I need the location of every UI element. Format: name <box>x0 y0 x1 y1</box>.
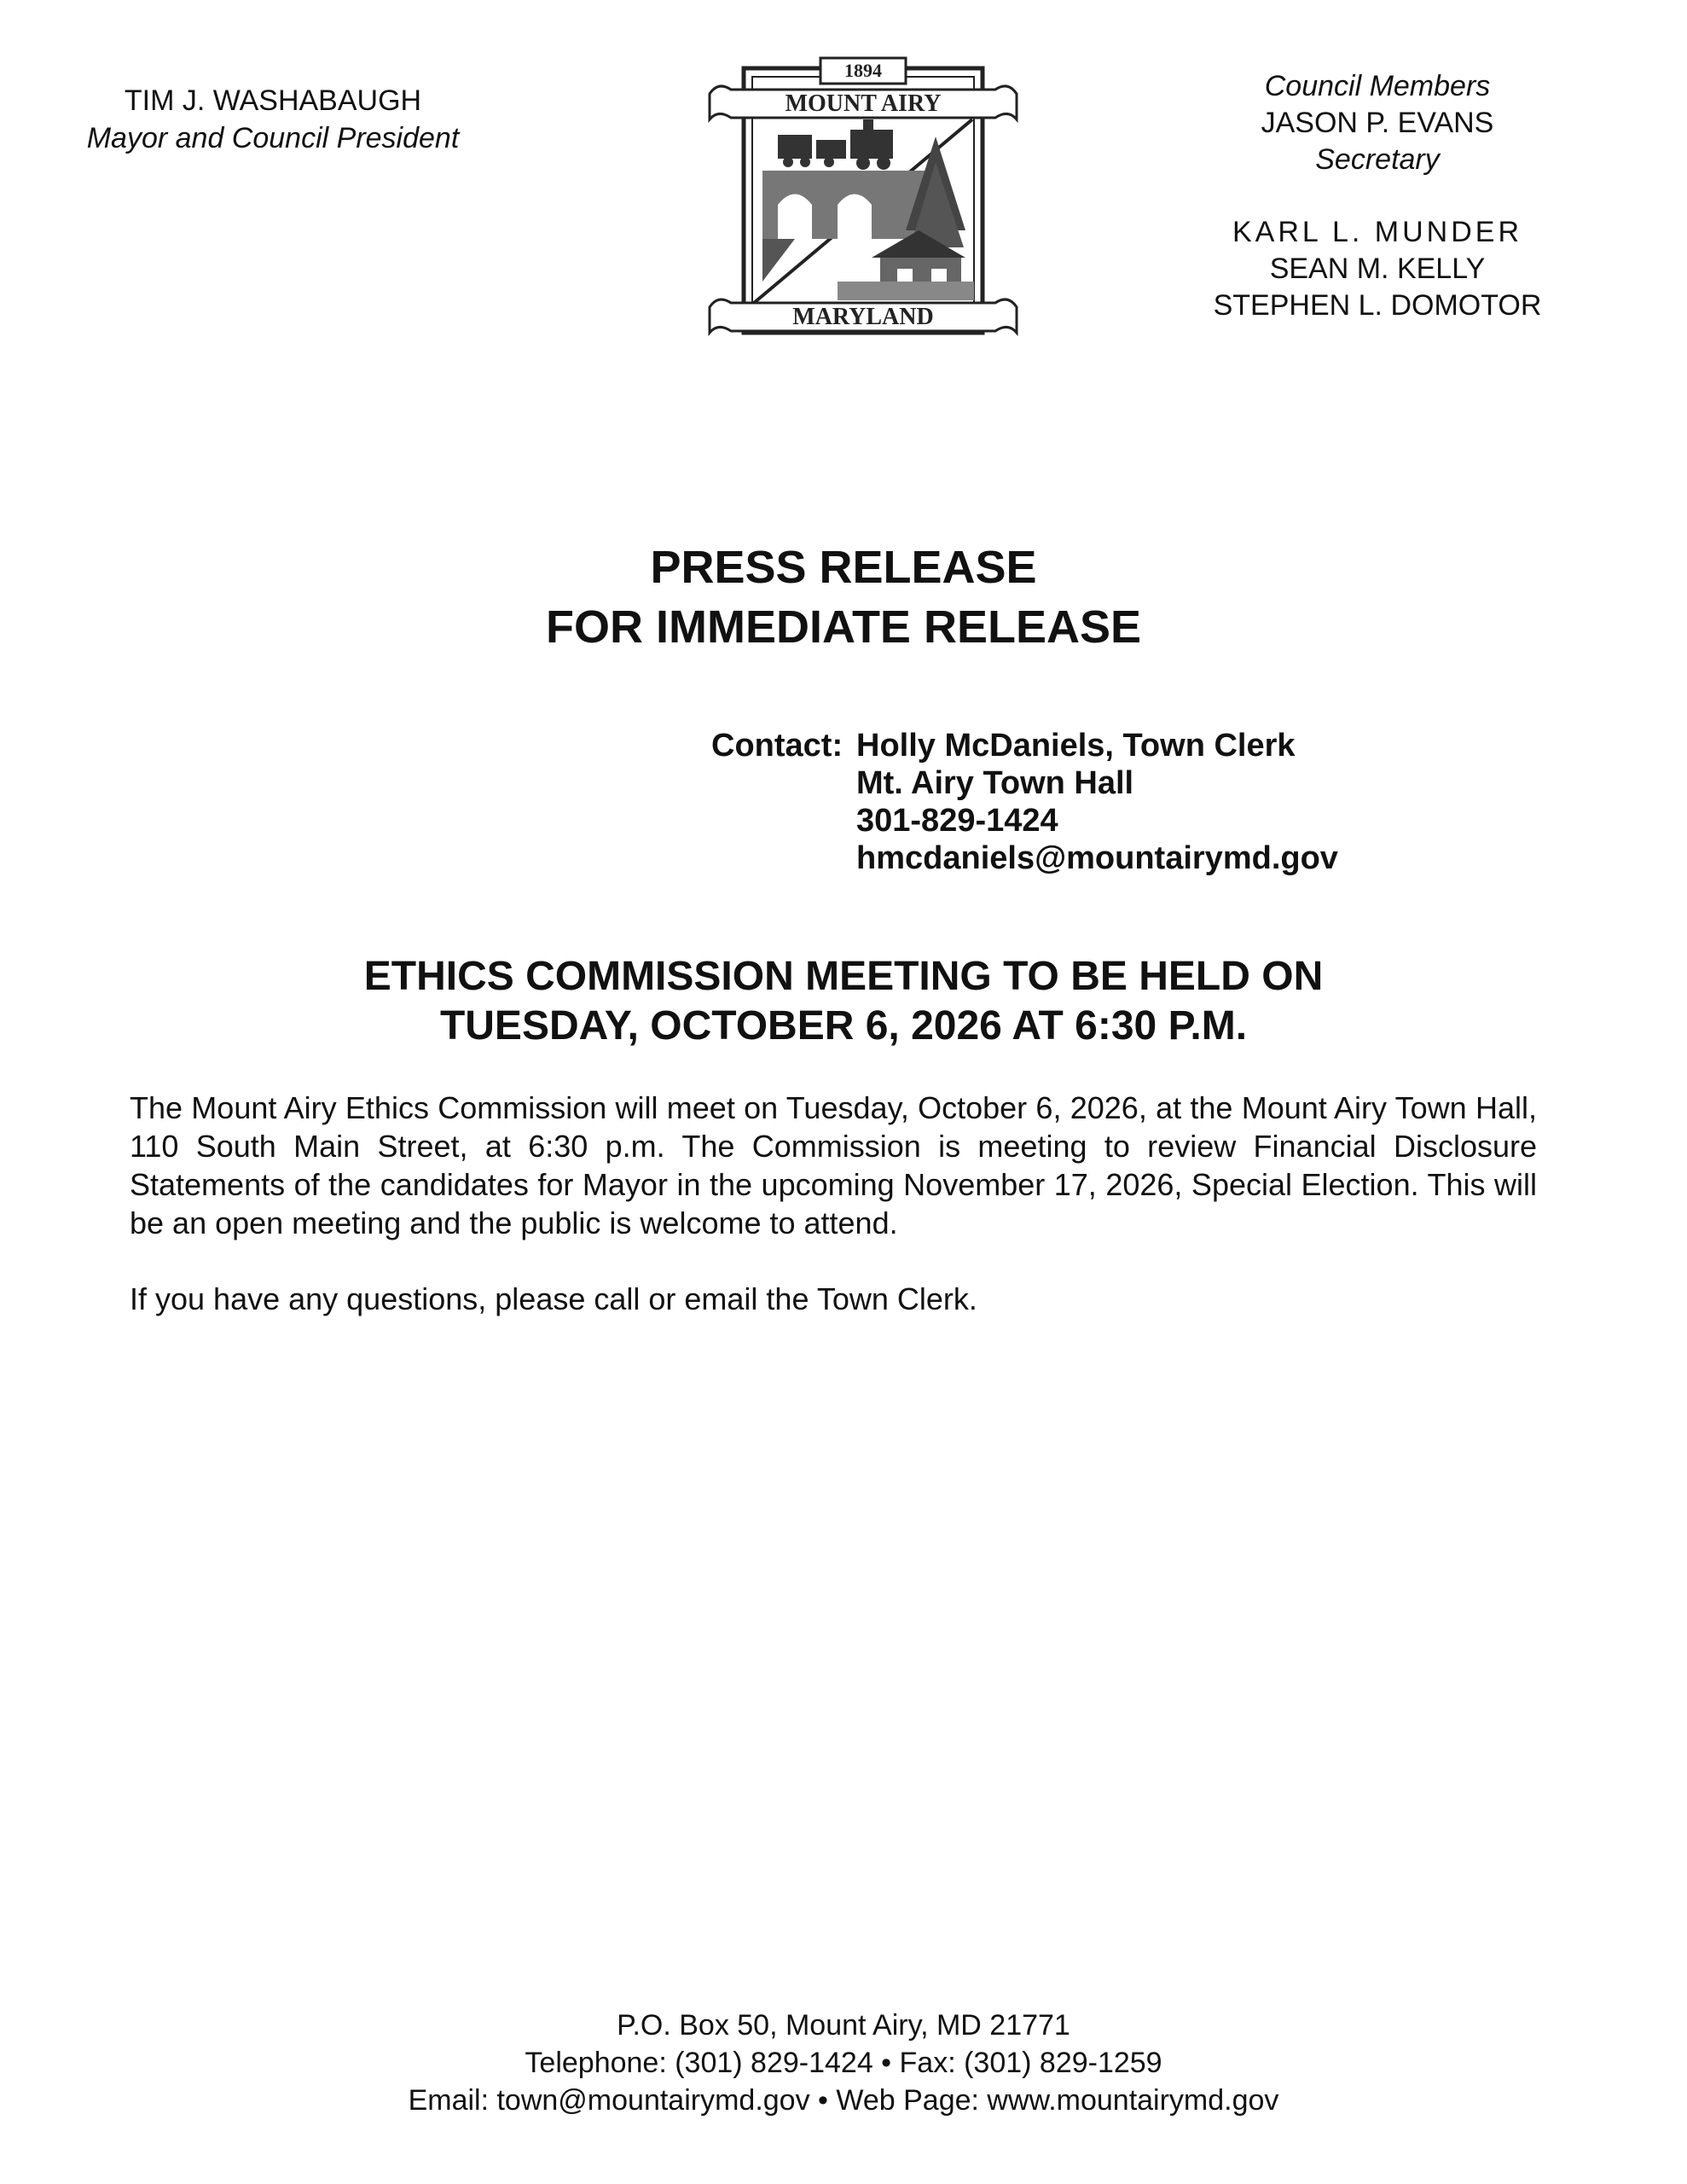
meeting-heading <box>0 952 1687 1051</box>
council-member: KARL L. MUNDER <box>1232 216 1523 248</box>
contact-place: Mt. Airy Town Hall <box>856 765 1134 801</box>
mayor-title: Mayor and Council President <box>86 122 460 154</box>
seal-year: 1894 <box>844 60 882 81</box>
contact-block <box>711 727 1338 877</box>
footer-address: P.O. Box 50, Mount Airy, MD 21771 <box>617 2009 1070 2042</box>
meeting-heading-line2: TUESDAY, OCTOBER 6, 2026 AT 6:30 P.M. <box>439 1003 1248 1048</box>
body-paragraph: The Mount Airy Ethics Commission will meet on Tuesday, October 6, 2026, at the Mount Airy Town Hall, 110 South Main Street, at 6:30 p.m. The Commission is meeting to review Financial Disclosure Statements of the candidates for Mayor in the upcoming November 17, 2026, Special Election. This will be an open meeting and the public is welcome to attend. <box>130 1090 1537 1240</box>
mayor-name: TIM J. WASHABAUGH <box>124 84 422 117</box>
council-member: SEAN M. KELLY <box>1269 253 1486 285</box>
seal-bottom-text: MARYLAND <box>792 304 934 330</box>
footer <box>0 2007 1687 2119</box>
meeting-heading-line1: ETHICS COMMISSION MEETING TO BE HELD ON <box>363 954 1324 999</box>
mayor-block <box>51 82 495 157</box>
contact-email[interactable]: hmcdaniels@mountairymd.gov <box>856 840 1338 876</box>
footer-phones: Telephone: (301) 829-1424 • Fax: (301) 829-1259 <box>525 2047 1162 2079</box>
contact-phone: 301-829-1424 <box>856 803 1058 839</box>
secretary-name: JASON P. EVANS <box>1261 107 1494 139</box>
town-seal <box>693 34 1034 350</box>
contact-name: Holly McDaniels, Town Clerk <box>856 728 1296 764</box>
secretary-title: Secretary <box>1315 143 1440 176</box>
seal-graphic <box>693 34 1034 350</box>
press-release-line2: FOR IMMEDIATE RELEASE <box>545 601 1142 653</box>
press-release-line1: PRESS RELEASE <box>650 542 1037 593</box>
contact-label: Contact: <box>711 728 844 764</box>
council-block <box>1168 68 1586 324</box>
body-text <box>130 1089 1537 1356</box>
council-member: STEPHEN L. DOMOTOR <box>1213 289 1542 322</box>
seal-top-text: MOUNT AIRY <box>785 90 942 117</box>
footer-web: Email: town@mountairymd.gov • Web Page: www.mountairymd.gov <box>408 2084 1279 2117</box>
press-release-heading <box>0 537 1687 657</box>
council-heading: Council Members <box>1264 70 1491 102</box>
body-paragraph: If you have any questions, please call or email the Town Clerk. <box>130 1281 977 1316</box>
